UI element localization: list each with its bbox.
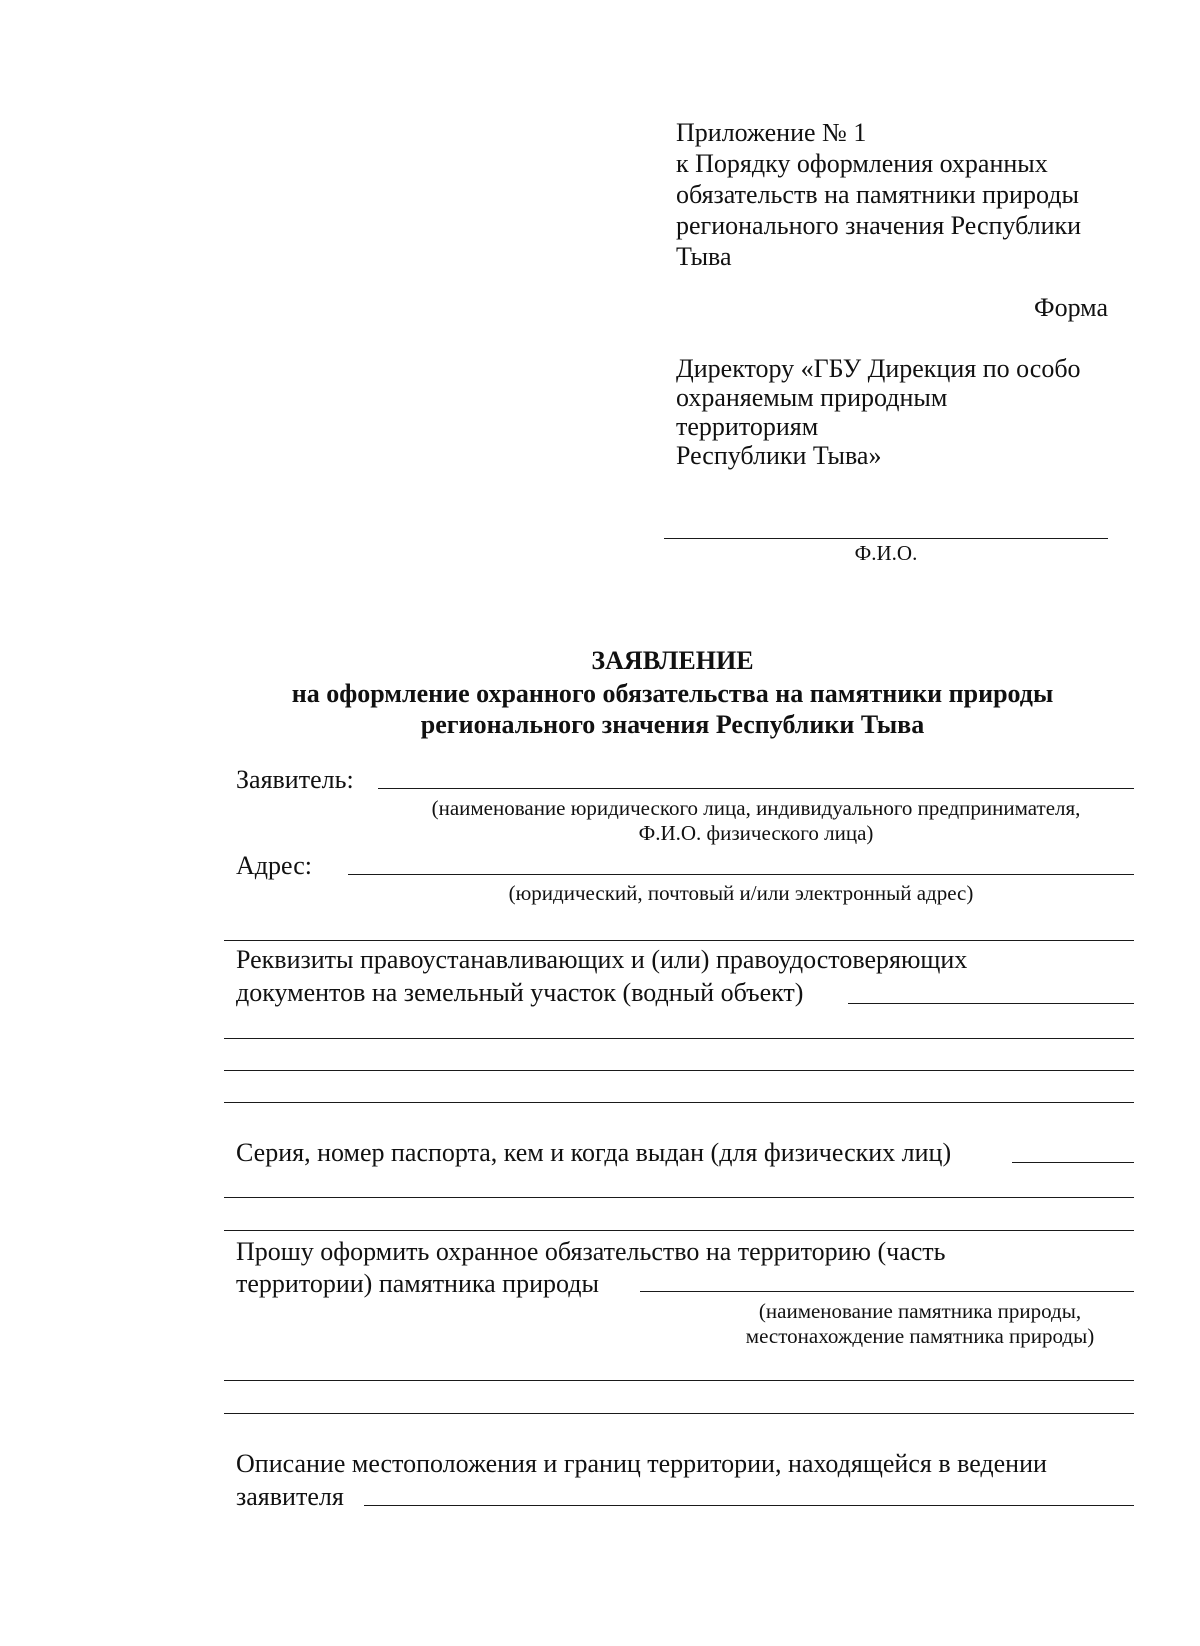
address-label: Адрес: bbox=[236, 851, 312, 880]
request-label: территории) памятника природы bbox=[236, 1269, 599, 1298]
fio-signature-line[interactable] bbox=[664, 538, 1108, 539]
request-hint: местонахождение памятника природы) bbox=[745, 1324, 1095, 1348]
form-label: Форма bbox=[1034, 293, 1108, 322]
document-subtitle: на оформление охранного обязательства на памятники природы bbox=[291, 679, 1054, 708]
land-docs-extra-line[interactable] bbox=[224, 1102, 1134, 1103]
appendix-line: обязательств на памятники природы bbox=[676, 180, 1079, 209]
description-label: заявителя bbox=[236, 1482, 344, 1511]
passport-label: Серия, номер паспорта, кем и когда выдан (для физических лиц) bbox=[236, 1138, 952, 1167]
addressee-block bbox=[676, 354, 1081, 470]
address-hint: (юридический, почтовый и/или электронный адрес) bbox=[508, 881, 974, 905]
applicant-hint: Ф.И.О. физического лица) bbox=[638, 821, 874, 845]
request-extra-line[interactable] bbox=[224, 1380, 1134, 1381]
land-docs-label: Реквизиты правоустанавливающих и (или) правоудостоверяющих bbox=[236, 945, 968, 974]
request-hint: (наименование памятника природы, bbox=[758, 1299, 1082, 1323]
request-label: Прошу оформить охранное обязательство на территорию (часть bbox=[236, 1237, 946, 1266]
land-docs-label: документов на земельный участок (водный объект) bbox=[236, 978, 804, 1007]
appendix-line: регионального значения Республики bbox=[676, 211, 1082, 240]
addressee-line: территориям bbox=[676, 412, 819, 441]
addressee-line: Республики Тыва» bbox=[676, 441, 882, 470]
passport-extra-line[interactable] bbox=[224, 1197, 1134, 1198]
address-extra-line[interactable] bbox=[224, 940, 1134, 941]
passport-input-line[interactable] bbox=[1012, 1162, 1134, 1163]
addressee-line: Директору «ГБУ Дирекция по особо bbox=[676, 354, 1081, 383]
description-label: Описание местоположения и границ территории, находящейся в ведении bbox=[236, 1449, 1047, 1478]
land-docs-extra-line[interactable] bbox=[224, 1070, 1134, 1071]
appendix-header bbox=[676, 117, 1081, 272]
land-docs-input-line[interactable] bbox=[848, 1003, 1134, 1004]
request-input-line[interactable] bbox=[640, 1291, 1134, 1292]
document-subtitle: регионального значения Республики Тыва bbox=[420, 710, 925, 739]
applicant-label: Заявитель: bbox=[236, 765, 354, 794]
land-docs-extra-line[interactable] bbox=[224, 1038, 1134, 1039]
appendix-line: Приложение № 1 bbox=[676, 118, 867, 147]
appendix-line: Тыва bbox=[676, 242, 732, 271]
applicant-input-line[interactable] bbox=[378, 788, 1134, 789]
request-extra-line[interactable] bbox=[224, 1413, 1134, 1414]
applicant-hint: (наименование юридического лица, индивидуального предпринимателя, bbox=[431, 796, 1081, 820]
document-title: ЗАЯВЛЕНИЕ bbox=[591, 646, 754, 675]
address-input-line[interactable] bbox=[348, 874, 1134, 875]
appendix-line: к Порядку оформления охранных bbox=[676, 149, 1048, 178]
description-input-line[interactable] bbox=[364, 1505, 1134, 1506]
passport-extra-line[interactable] bbox=[224, 1230, 1134, 1231]
fio-caption: Ф.И.О. bbox=[854, 541, 918, 565]
addressee-line: охраняемым природным bbox=[676, 383, 948, 412]
